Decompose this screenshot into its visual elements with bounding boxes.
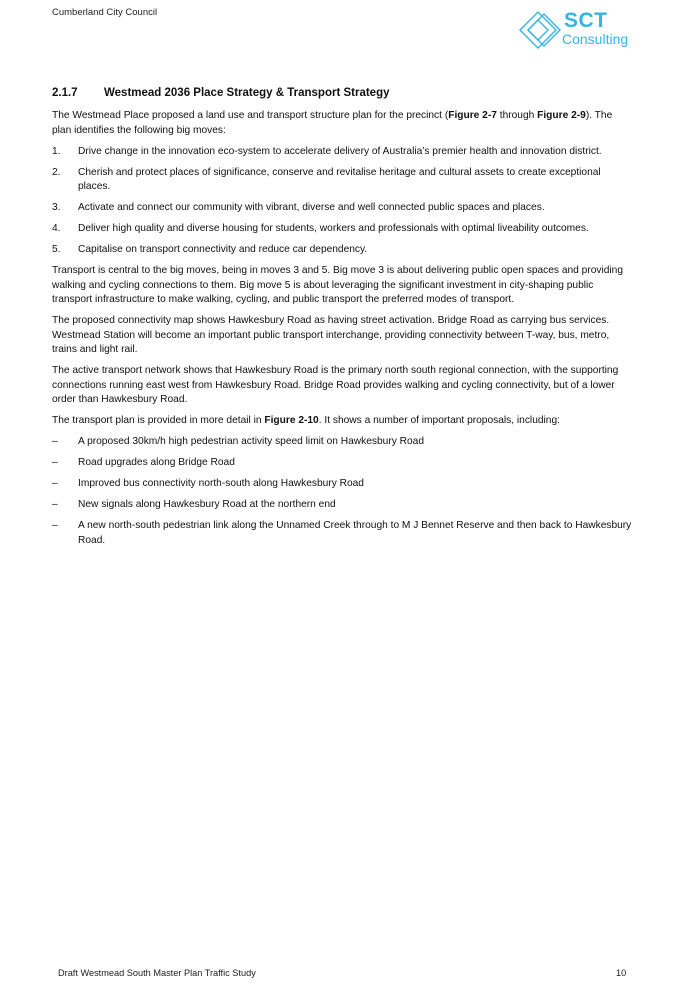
transport-plan-paragraph <box>52 414 632 429</box>
proposals-list <box>52 435 632 548</box>
list-text: A new north-south pedestrian link along the Unnamed Creek through to M J Bennet Reserve and then back to Hawkesbury Road. <box>78 520 632 546</box>
list-item <box>52 498 632 513</box>
list-item <box>52 519 632 548</box>
section-heading <box>52 87 390 99</box>
list-item <box>52 477 632 492</box>
list-number: 3. <box>52 202 61 213</box>
list-number: 5. <box>52 244 61 255</box>
list-dash: – <box>52 436 58 447</box>
header-organization: Cumberland City Council <box>52 7 158 18</box>
paragraph-active-transport: The active transport network shows that Hawkesbury Road is the primary north south regional connection, with the supporting connections running east west from Hawkesbury Road. Bridge Road provides walking and cycling connectivity, but of a lower order than Hawkesbury Road. <box>52 365 619 405</box>
sct-consulting-logo <box>518 10 636 50</box>
list-item <box>52 166 632 195</box>
paragraph-connectivity-map: The proposed connectivity map shows Hawkesbury Road as having street activation. Bridge Road as carrying bus services. Westmead Station will become an important public transport interchange, providing connectivity between T-way, bus, metro, trains and light rail. <box>52 315 610 355</box>
list-item <box>52 456 632 471</box>
list-dash: – <box>52 478 58 489</box>
list-text: Drive change in the innovation eco-system to accelerate delivery of Australia’s premier health and innovation district. <box>78 145 602 157</box>
list-item <box>52 201 632 216</box>
list-item <box>52 435 632 450</box>
figure-ref-2-7: Figure 2-7 <box>448 110 497 121</box>
transport-plan-text-1: The transport plan is provided in more detail in <box>52 415 265 426</box>
body-content <box>52 109 632 555</box>
list-item <box>52 243 632 258</box>
list-text: Deliver high quality and diverse housing for students, workers and professionals with optimal liveability outcomes. <box>78 223 589 234</box>
intro-paragraph <box>52 109 632 138</box>
transport-plan-text-2: . It shows a number of important proposals, including: <box>318 415 560 426</box>
list-item <box>52 145 632 160</box>
list-text: Capitalise on transport connectivity and reduce car dependency. <box>78 244 368 255</box>
list-number: 4. <box>52 223 61 234</box>
big-moves-list <box>52 145 632 258</box>
section-number: 2.1.7 <box>52 87 78 99</box>
section-title: Westmead 2036 Place Strategy & Transport Strategy <box>104 87 390 99</box>
list-text: Cherish and protect places of significance, conserve and revitalise heritage and cultural assets to create exceptional places. <box>78 166 601 192</box>
figure-ref-2-10: Figure 2-10 <box>264 415 319 426</box>
list-text: Improved bus connectivity north-south along Hawkesbury Road <box>78 478 364 489</box>
list-text: Road upgrades along Bridge Road <box>78 457 235 468</box>
list-dash: – <box>52 520 58 531</box>
intro-text-2: through <box>496 110 538 121</box>
intro-text-1: The Westmead Place proposed a land use and transport structure plan for the precinct ( <box>52 110 449 121</box>
list-text: Activate and connect our community with vibrant, diverse and well connected public spaces and places. <box>78 202 545 213</box>
intro-text-3: ). The plan identifies the following big moves: <box>52 110 613 136</box>
footer-page-number: 10 <box>616 968 627 978</box>
list-text: A proposed 30km/h high pedestrian activity speed limit on Hawkesbury Road <box>78 436 424 447</box>
list-dash: – <box>52 457 58 468</box>
footer-document-title: Draft Westmead South Master Plan Traffic Study <box>58 968 256 978</box>
sct-diamond-logo-icon <box>518 10 568 50</box>
list-number: 2. <box>52 166 61 178</box>
list-item <box>52 222 632 237</box>
logo-text-sub: Consulting <box>562 31 629 47</box>
list-number: 1. <box>52 145 61 157</box>
logo-text-main: SCT <box>564 9 608 32</box>
figure-ref-2-9: Figure 2-9 <box>537 110 586 121</box>
list-text: New signals along Hawkesbury Road at the northern end <box>78 499 336 510</box>
list-dash: – <box>52 499 58 510</box>
paragraph-transport-central: Transport is central to the big moves, being in moves 3 and 5. Big move 3 is about delivering public open spaces and providing walking and cycling connections to them. Big move 5 is about leveraging the significant investment in city-shaping public transport infrastructure to make walking, cycling, and public transport the preferred modes of transport. <box>52 265 624 305</box>
